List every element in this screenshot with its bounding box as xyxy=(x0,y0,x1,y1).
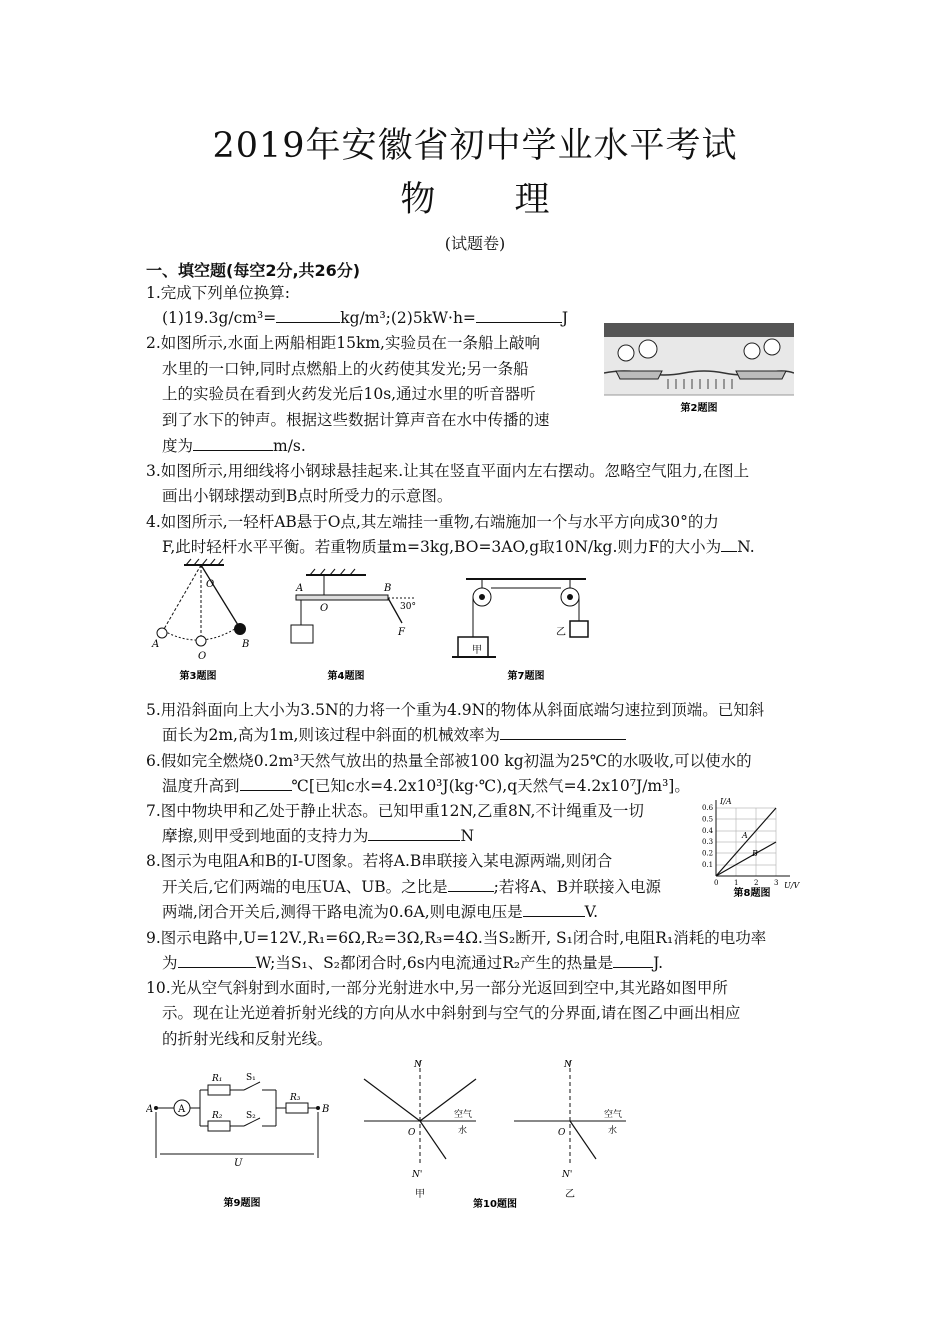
fig8-x-tick: 3 xyxy=(774,879,779,887)
fig9-caption: 第9题图 xyxy=(223,1198,261,1209)
fig3-caption: 第3题图 xyxy=(179,671,217,682)
q8-line3 xyxy=(162,902,598,922)
q5-blank[interactable] xyxy=(500,725,626,740)
fig9-label-u: U xyxy=(234,1158,243,1169)
q4-text-b: N. xyxy=(737,538,755,556)
fig3-label-o: O xyxy=(198,651,207,662)
fig10b-label-o: O xyxy=(558,1128,566,1138)
fig8-series-a: A xyxy=(742,831,748,840)
figure-7 xyxy=(452,579,588,682)
q4-text-a: F,此时轻杆水平平衡。若重物质量m=3kg,BO=3AO,g取10N/kg.则力F的大小为 xyxy=(162,538,722,556)
exam-title: 2019年安徽省初中学业水平考试 xyxy=(212,126,738,166)
q5-line1: 5.用沿斜面向上大小为3.5N的力将一个重为4.9N的物体从斜面底端匀速拉到顶端。已知斜 xyxy=(146,701,765,719)
q10-line1: 10.光从空气斜射到水面时,一部分光射进水中,另一部分光返回到空中,其光路如图甲所 xyxy=(146,979,728,997)
q7-text-b: N xyxy=(460,827,474,845)
q8-text-b: ;若将A、B并联接入电源 xyxy=(493,878,661,896)
fig10b-label-n: N xyxy=(564,1060,572,1070)
paper-label: (试题卷) xyxy=(444,234,506,253)
q8-text-c: 两端,闭合开关后,测得干路电流为0.6A,则电源电压是 xyxy=(162,903,523,921)
fig8-y-tick: 0.2 xyxy=(702,849,714,858)
q9-line1: 9.图示电路中,U=12V.,R₁=6Ω,R₂=3Ω,R₃=4Ω.当S₂断开, S₁闭合时,电阻R₁消耗的电功率 xyxy=(146,929,767,947)
fig10b-label-air: 空气 xyxy=(604,1110,623,1120)
fig9-terminal-a: A xyxy=(146,1104,154,1115)
fig10-caption: 第10题图 xyxy=(473,1199,517,1210)
q9-blank-2[interactable] xyxy=(613,953,653,968)
fig4-label-b: B xyxy=(384,583,392,594)
fig8-x-tick: 2 xyxy=(754,879,759,887)
fig4-label-o: O xyxy=(320,603,329,614)
q6-line1: 6.假如完全燃烧0.2m³天然气放出的热量全部被100 kg初温为25℃的水吸收,可以使水的 xyxy=(146,752,752,770)
q1-text-a: (1)19.3g/cm³= xyxy=(162,309,277,327)
fig8-y-tick: 0.3 xyxy=(702,838,714,847)
fig10a-label-n: N xyxy=(414,1060,422,1070)
q5-line2 xyxy=(162,725,626,745)
q8-line1: 8.图示为电阻A和B的I-U图象。若将A.B串联接入某电源两端,则闭合 xyxy=(146,852,613,870)
q10-line3: 的折射光线和反射光线。 xyxy=(162,1030,333,1048)
fig9-label-s1: S₁ xyxy=(246,1073,256,1083)
q8-blank-1[interactable] xyxy=(448,877,494,892)
figure-10-a xyxy=(364,1060,476,1200)
fig10b-label-n2: N' xyxy=(562,1170,573,1180)
fig10a-label-water: 水 xyxy=(458,1126,468,1136)
q6-blank[interactable] xyxy=(240,776,292,791)
exam-subject: 物 理 xyxy=(400,180,584,220)
fig8-caption: 第8题图 xyxy=(733,888,771,899)
q2-blank[interactable] xyxy=(193,436,273,451)
q4-line2 xyxy=(162,537,755,557)
q6-text-a: 温度升高到 xyxy=(162,777,240,795)
fig10-label-jia: 甲 xyxy=(415,1189,425,1200)
q1-blank-1[interactable] xyxy=(276,308,340,323)
q4-blank[interactable] xyxy=(721,537,737,552)
fig8-y-tick: 0.1 xyxy=(702,861,714,869)
fig10a-label-air: 空气 xyxy=(454,1110,473,1120)
fig7-label-jia: 甲 xyxy=(472,645,482,656)
fig8-series-b: B xyxy=(752,849,758,858)
q2-line5 xyxy=(162,436,306,456)
q1-text-b: kg/m³;(2)5kW·h= xyxy=(340,309,476,327)
fig4-label-angle: 30° xyxy=(400,602,416,612)
fig8-y-label: I/A xyxy=(720,797,732,806)
fig7-caption: 第7题图 xyxy=(507,671,545,682)
fig9-label-r2: R₂ xyxy=(212,1111,223,1121)
figure-3 xyxy=(151,559,249,682)
figure-4 xyxy=(291,569,416,682)
q7-text-a: 摩擦,则甲受到地面的支持力为 xyxy=(162,827,369,845)
q6-text-b: ℃[已知c水=4.2x10³J(kg·℃),q天然气=4.2x10⁷J/m³]。 xyxy=(291,777,690,795)
q9-text-c: J. xyxy=(653,954,664,972)
fig3-label-b: B xyxy=(242,639,250,650)
q7-line1: 7.图中物块甲和乙处于静止状态。已知甲重12N,乙重8N,不计绳重及一切 xyxy=(146,802,644,820)
section-heading: 一、填空题(每空2分,共26分) xyxy=(146,261,361,280)
q2-text-b: m/s. xyxy=(273,437,306,455)
fig3-label-a: A xyxy=(152,639,160,650)
fig3-angle-label: O xyxy=(206,579,215,590)
q3-line2: 画出小钢球摆动到B点时所受力的示意图。 xyxy=(162,487,453,505)
q9-line2 xyxy=(162,953,663,973)
fig8-x-tick: 1 xyxy=(734,879,739,887)
fig8-y-tick: 0.6 xyxy=(702,804,714,812)
q7-blank[interactable] xyxy=(368,826,460,841)
q10-line2: 示。现在让光逆着折射光线的方向从水中斜射到与空气的分界面,请在图乙中画出相应 xyxy=(162,1004,741,1022)
q7-line2 xyxy=(162,826,474,846)
fig10a-label-n2: N' xyxy=(412,1170,423,1180)
fig2-caption: 第2题图 xyxy=(680,403,718,414)
fig8-y-tick: 0.4 xyxy=(702,826,714,835)
q2-line4: 到了水下的钟声。根据这些数据计算声音在水中传播的速 xyxy=(162,411,550,429)
figures-3-4-7 xyxy=(146,557,616,687)
q9-text-a: 为 xyxy=(162,954,178,972)
fig8-x-tick: 0 xyxy=(714,879,719,887)
q2-line2: 水里的一口钟,同时点燃船上的火药使其发光;另一条船 xyxy=(162,360,529,378)
q8-text-a: 开关后,它们两端的电压UA、UB。之比是 xyxy=(162,878,448,896)
fig8-x-label: U/V xyxy=(784,881,800,890)
figure-2 xyxy=(604,323,794,415)
q1-line1: 1.完成下列单位换算: xyxy=(146,284,291,302)
q3-line1: 3.如图所示,用细线将小钢球悬挂起来.让其在竖直平面内左右摆动。忽略空气阻力,在图上 xyxy=(146,462,750,480)
q1-blank-2[interactable] xyxy=(476,308,562,323)
figure-10 xyxy=(350,1055,640,1215)
q6-line2 xyxy=(162,776,690,796)
q1-line2 xyxy=(162,308,568,328)
fig7-label-yi: 乙 xyxy=(556,627,566,638)
q9-text-b: W;当S₁、S₂都闭合时,6s内电流通过R₂产生的热量是 xyxy=(255,954,614,972)
q2-line3: 上的实验员在看到火药发光后10s,通过水里的听音器听 xyxy=(162,385,536,403)
fig9-label-r1: R₁ xyxy=(212,1074,223,1084)
q8-line2 xyxy=(162,877,661,897)
q8-text-d: V. xyxy=(584,903,599,921)
q2-text-a: 度为 xyxy=(162,437,194,455)
fig9-label-r3: R₃ xyxy=(290,1093,301,1103)
figure-9 xyxy=(146,1068,346,1218)
figure-10-b xyxy=(514,1060,626,1200)
fig4-label-a: A xyxy=(296,583,304,594)
q2-line1: 2.如图所示,水面上两船相距15km,实验员在一条船上敲响 xyxy=(146,334,540,352)
q9-blank-1[interactable] xyxy=(178,953,256,968)
figure-8 xyxy=(700,796,812,900)
fig10b-label-water: 水 xyxy=(608,1126,618,1136)
fig4-label-f: F xyxy=(398,627,405,638)
fig8-y-tick: 0.5 xyxy=(702,815,714,824)
fig9-terminal-b: B xyxy=(322,1104,330,1115)
fig10-label-yi: 乙 xyxy=(565,1189,575,1200)
q8-blank-2[interactable] xyxy=(523,902,585,917)
q1-text-c: J xyxy=(561,309,569,327)
ammeter-icon: A xyxy=(178,1104,186,1115)
q4-line1: 4.如图所示,一轻杆AB悬于O点,其左端挂一重物,右端施加一个与水平方向成30°的力 xyxy=(146,513,719,531)
fig4-caption: 第4题图 xyxy=(327,671,365,682)
fig9-label-s2: S₂ xyxy=(246,1111,256,1121)
fig10a-label-o: O xyxy=(408,1128,416,1138)
q5-text-a: 面长为2m,高为1m,则该过程中斜面的机械效率为 xyxy=(162,726,500,744)
